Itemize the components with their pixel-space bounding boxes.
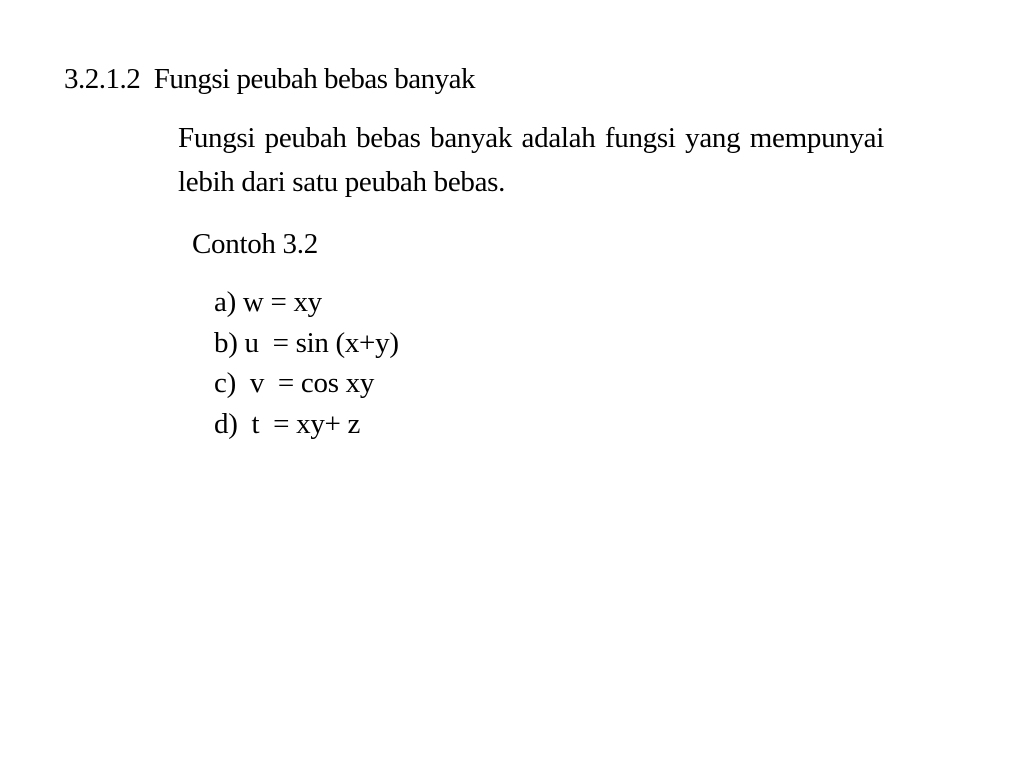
definition-text: Fungsi peubah bebas banyak adalah fungsi yang mempunyai lebih dari satu peubah bebas. xyxy=(178,122,884,198)
section-heading: 3.2.1.2 Fungsi peubah bebas banyak xyxy=(64,63,475,95)
example-item-c: c) v = cos xy xyxy=(214,367,375,399)
example-item-a: a) w = xy xyxy=(214,286,322,318)
example-list xyxy=(214,282,399,444)
example-item-d: d) t = xy+ z xyxy=(214,407,361,440)
example-title: Contoh 3.2 xyxy=(192,228,318,260)
example-item-b: b) u = sin (x+y) xyxy=(214,326,399,359)
